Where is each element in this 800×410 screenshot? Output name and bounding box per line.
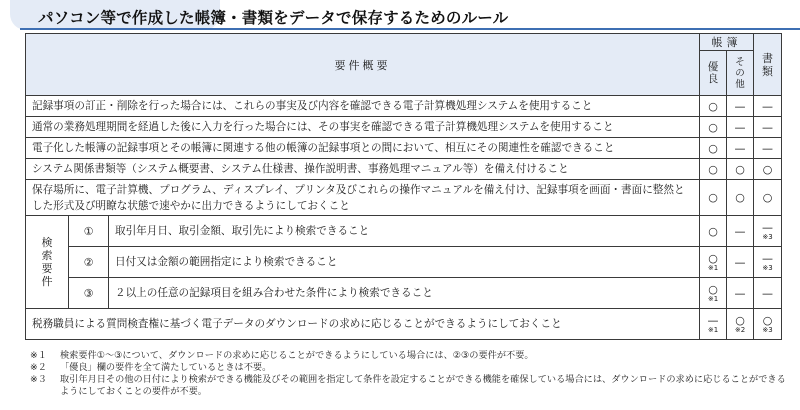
mark-yuryo: ○ bbox=[700, 96, 727, 117]
footnote bbox=[30, 362, 790, 374]
search-text: 取引年月日、取引金額、取引先により検索できること bbox=[109, 216, 700, 247]
search-text: 日付又は金額の範囲指定により検索できること bbox=[109, 247, 700, 278]
mark-shorui: — bbox=[754, 138, 782, 159]
page-title: パソコン等で作成した帳簿・書類をデータで保存するためのルール bbox=[38, 9, 509, 27]
mark-yuryo: ○ bbox=[700, 216, 727, 247]
footnote-text: 検索要件①～③について、ダウンロードの求めに応じることができるようにしている場合には、②③の要件が不要。 bbox=[60, 350, 534, 361]
mark-shorui: ○ bbox=[754, 159, 782, 180]
requirements-table bbox=[25, 33, 782, 340]
header-yuryo: 優 良 bbox=[700, 51, 727, 96]
search-text: ２以上の任意の記録項目を組み合わせた条件により検索できること bbox=[109, 278, 700, 309]
mark-sonota: ○ bbox=[727, 159, 754, 180]
mark-shorui: — ※3 bbox=[754, 247, 782, 278]
table-row bbox=[26, 96, 782, 117]
mark-sonota: — bbox=[727, 117, 754, 138]
footnote-key: ※１ bbox=[30, 350, 47, 361]
requirement-text: 通常の業務処理期間を経過した後に入力を行った場合には、その事実を確認できる電子計算機処理システムを使用すること bbox=[26, 117, 700, 138]
mark-sonota: — bbox=[727, 138, 754, 159]
table-row bbox=[26, 138, 782, 159]
requirement-text: システム関係書類等（システム概要書、システム仕様書、操作説明書、事務処理マニュアル等）を備え付けること bbox=[26, 159, 700, 180]
footnote-key: ※２ bbox=[30, 362, 47, 373]
header-sonota: そ の 他 bbox=[727, 51, 754, 96]
search-number: ③ bbox=[69, 278, 109, 309]
mark-sonota: ○ bbox=[727, 180, 754, 216]
requirement-text: 記録事項の訂正・削除を行った場合には、これらの事実及び内容を確認できる電子計算機処理システムを使用すること bbox=[26, 96, 700, 117]
mark-sonota: — bbox=[727, 216, 754, 247]
mark-shorui: — bbox=[754, 117, 782, 138]
mark-sonota: ○ ※2 bbox=[727, 309, 754, 340]
table-row bbox=[26, 159, 782, 180]
mark-shorui: — ※3 bbox=[754, 216, 782, 247]
mark-shorui: — bbox=[754, 278, 782, 309]
header-shorui: 書 類 bbox=[754, 34, 782, 96]
search-number: ② bbox=[69, 247, 109, 278]
mark-yuryo: ○ bbox=[700, 180, 727, 216]
footnotes bbox=[30, 350, 790, 398]
header-summary: 要件概要 bbox=[26, 34, 700, 96]
requirement-text: 保存場所に、電子計算機、プログラム、ディスプレイ、プリンタ及びこれらの操作マニュアルを備え付け、記録事項を画面・書面に整然とした形式及び明瞭な状態で速やかに出力できるようにしておくこと bbox=[26, 180, 700, 216]
footnote-text: 「優良」欄の要件を全て満たしているときは不要。 bbox=[60, 362, 272, 373]
mark-sonota: — bbox=[727, 278, 754, 309]
footnote bbox=[30, 350, 790, 362]
search-number: ① bbox=[69, 216, 109, 247]
table-row bbox=[26, 309, 782, 340]
footnote-text: 取引年月日その他の日付により検索ができる機能及びその範囲を指定して条件を設定することができる機能を確保している場合には、ダウンロードの求めに応じることができるようにしておくことの要件が不要。 bbox=[60, 374, 786, 397]
requirement-text: 税務職員による質問検査権に基づく電子データのダウンロードの求めに応じることができるようにしておくこと bbox=[26, 309, 700, 340]
search-row bbox=[26, 216, 782, 247]
title-underline bbox=[20, 28, 800, 30]
search-row bbox=[26, 247, 782, 278]
requirement-text: 電子化した帳簿の記録事項とその帳簿に関連する他の帳簿の記録事項との間において、相互にその関連性を確認できること bbox=[26, 138, 700, 159]
mark-shorui: ○ bbox=[754, 180, 782, 216]
mark-yuryo: ○ ※1 bbox=[700, 247, 727, 278]
mark-sonota: — bbox=[727, 96, 754, 117]
table-row bbox=[26, 180, 782, 216]
mark-yuryo: — ※1 bbox=[700, 309, 727, 340]
mark-yuryo: ○ bbox=[700, 138, 727, 159]
table-row bbox=[26, 117, 782, 138]
footnote-key: ※３ bbox=[30, 374, 47, 385]
mark-shorui: ○ ※3 bbox=[754, 309, 782, 340]
mark-yuryo: ○ bbox=[700, 117, 727, 138]
header-chobo: 帳簿 bbox=[700, 34, 754, 51]
title-bar bbox=[0, 0, 800, 30]
mark-yuryo: ○ bbox=[700, 159, 727, 180]
search-requirements-label: 検 索 要 件 bbox=[26, 216, 69, 309]
search-row bbox=[26, 278, 782, 309]
footnote bbox=[30, 374, 790, 398]
mark-yuryo: ○ ※1 bbox=[700, 278, 727, 309]
mark-sonota: — bbox=[727, 247, 754, 278]
mark-shorui: — bbox=[754, 96, 782, 117]
